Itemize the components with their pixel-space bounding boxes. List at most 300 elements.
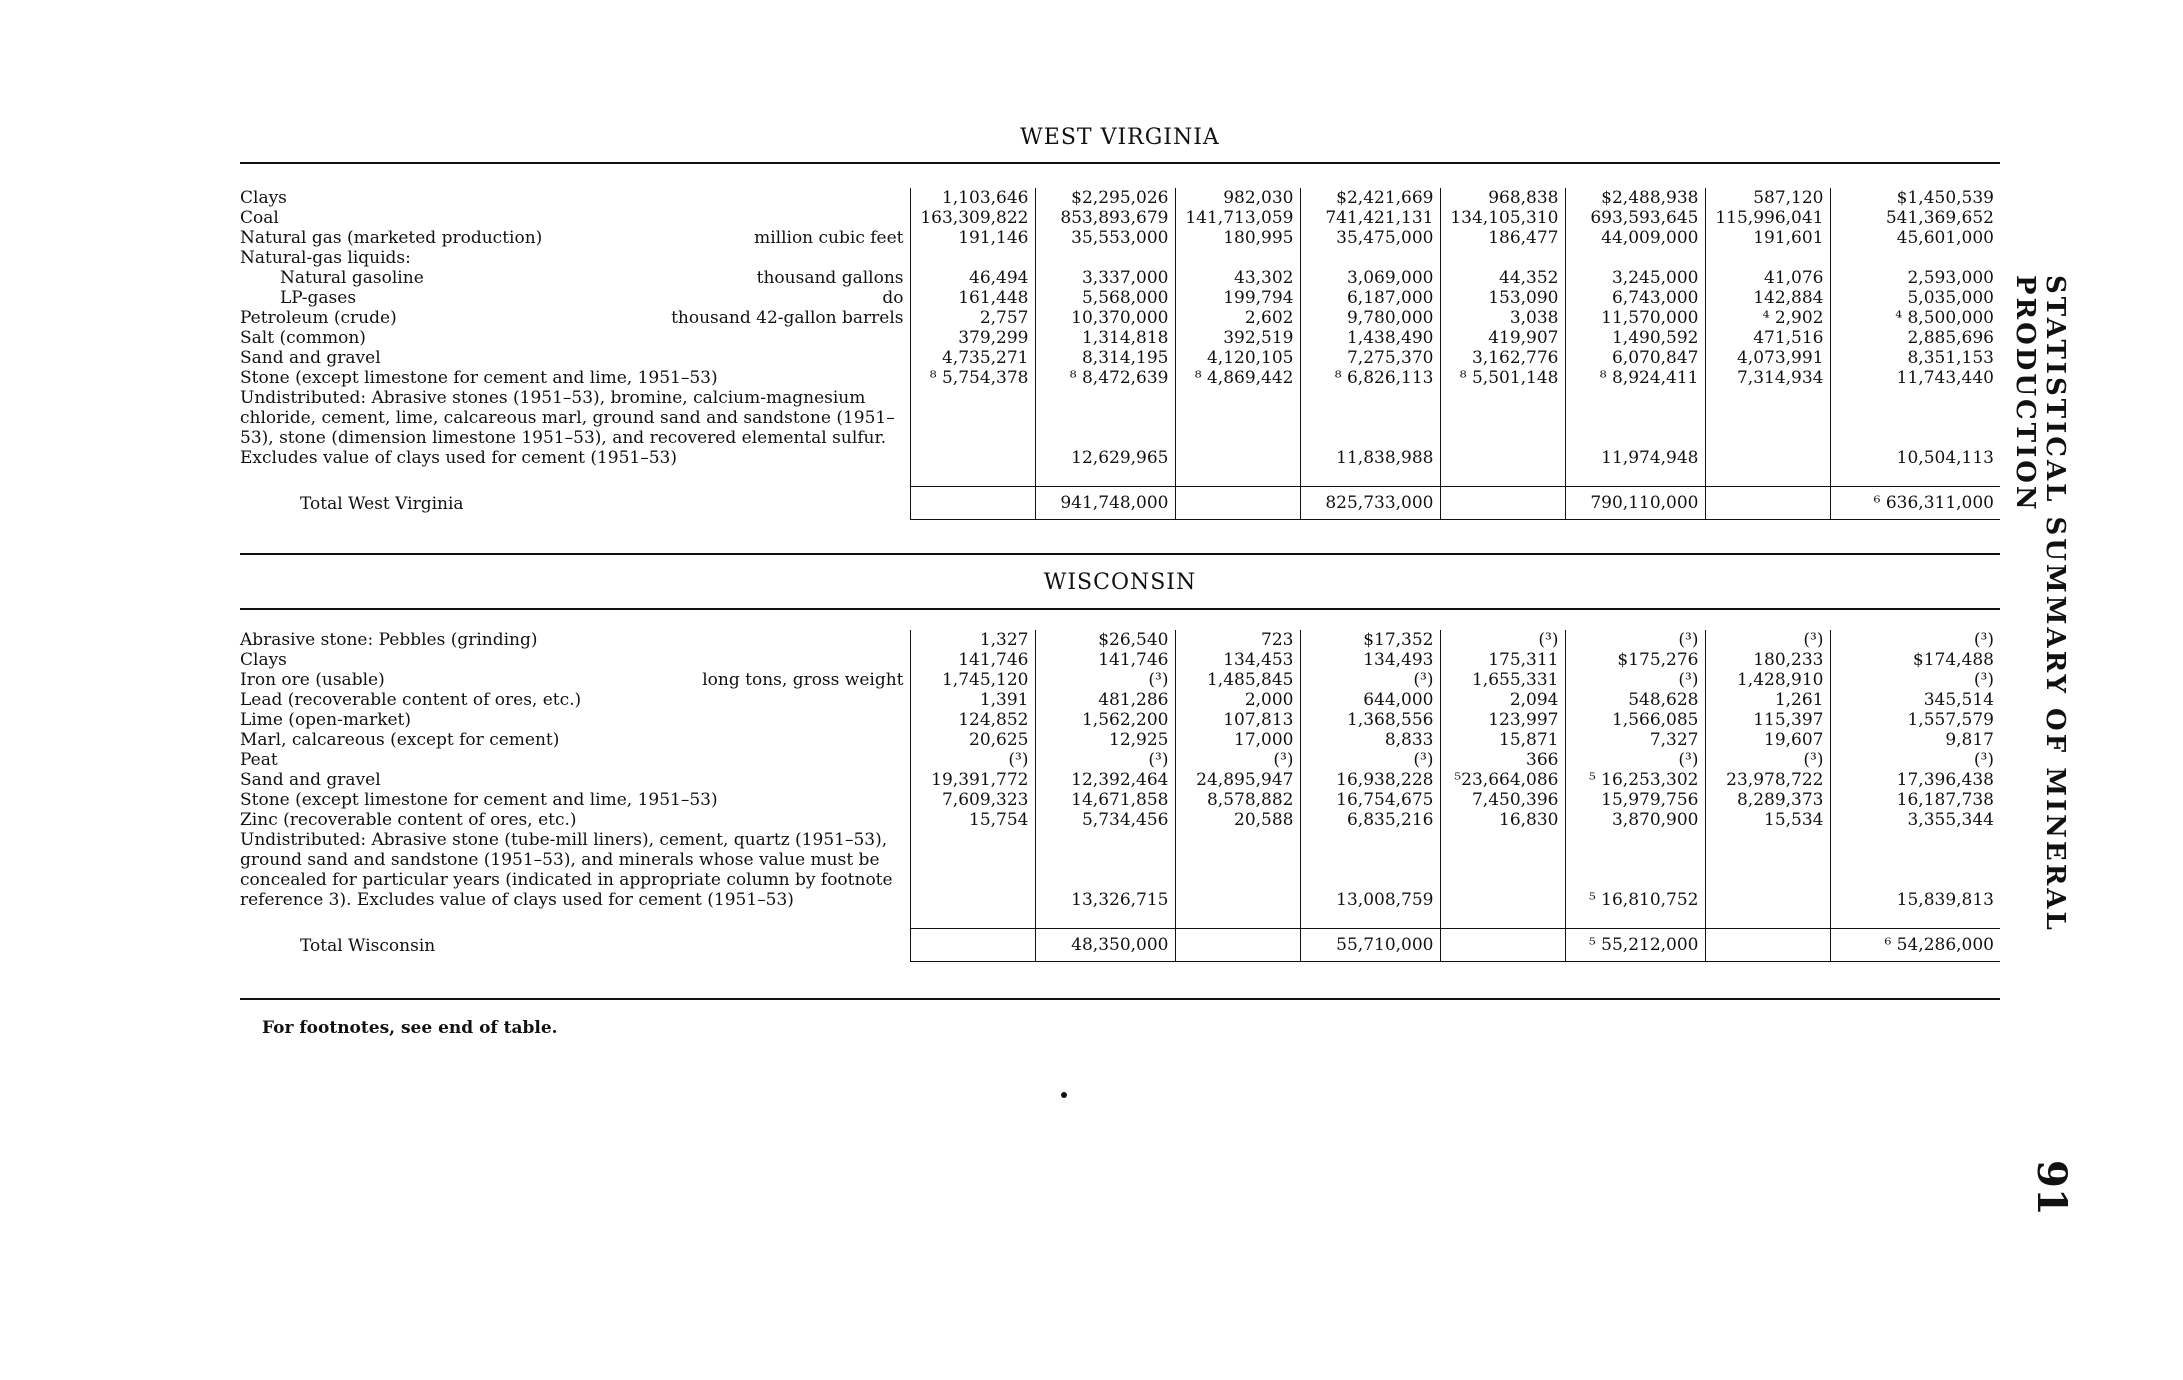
spacer-cell — [1565, 468, 1705, 487]
table-row — [240, 308, 2000, 328]
row-label-text: Stone (except limestone for cement and lime, 1951–53) — [240, 368, 718, 388]
value-cell: 3,162,776 — [1440, 348, 1565, 368]
row-label-text: Lime (open-market) — [240, 710, 412, 730]
value-cell: 541,369,652 — [1830, 208, 2000, 228]
table-bottom-rule — [240, 998, 2000, 1000]
table-row — [240, 730, 2000, 750]
value-cell: 723 — [1175, 630, 1300, 650]
value-cell: 2,885,696 — [1830, 328, 2000, 348]
table-row — [240, 770, 2000, 790]
row-label — [240, 268, 910, 288]
value-cell: (³) — [1705, 630, 1830, 650]
row-label — [240, 750, 910, 770]
value-cell: 46,494 — [910, 268, 1035, 288]
value-cell: 107,813 — [1175, 710, 1300, 730]
wisconsin-top-rule — [240, 608, 2000, 610]
total-value-cell — [1175, 929, 1300, 962]
running-head: STATISTICAL SUMMARY OF MINERAL PRODUCTION — [2010, 275, 2070, 933]
value-cell: ⁵ 16,253,302 — [1565, 770, 1705, 790]
value-cell: (³) — [1035, 750, 1175, 770]
value-cell: $174,488 — [1830, 650, 2000, 670]
row-label — [240, 208, 910, 228]
spacer-cell — [1300, 910, 1440, 929]
value-cell: (³) — [1300, 750, 1440, 770]
value-cell: (³) — [1440, 630, 1565, 650]
row-unit: thousand 42-gallon barrels — [671, 308, 904, 328]
value-cell — [910, 388, 1035, 468]
row-label-text: Natural gasoline — [280, 268, 424, 288]
row-label — [240, 368, 910, 388]
value-cell: 153,090 — [1440, 288, 1565, 308]
value-cell — [1705, 388, 1830, 468]
row-label — [240, 810, 910, 830]
value-cell: 4,735,271 — [910, 348, 1035, 368]
value-cell: 1,490,592 — [1565, 328, 1705, 348]
value-cell: 1,438,490 — [1300, 328, 1440, 348]
value-cell: 379,299 — [910, 328, 1035, 348]
value-cell: ⁸ 4,869,442 — [1175, 368, 1300, 388]
value-cell: 15,979,756 — [1565, 790, 1705, 810]
value-cell: 199,794 — [1175, 288, 1300, 308]
value-cell: 8,578,882 — [1175, 790, 1300, 810]
value-cell: 15,871 — [1440, 730, 1565, 750]
value-cell: 11,974,948 — [1565, 388, 1705, 468]
value-cell: (³) — [1830, 670, 2000, 690]
value-cell: ⁴ 2,902 — [1705, 308, 1830, 328]
total-value-cell — [910, 929, 1035, 962]
row-label-text: Marl, calcareous (except for cement) — [240, 730, 560, 750]
value-cell: (³) — [1705, 750, 1830, 770]
row-label-text: Undistributed: Abrasive stones (1951–53), bromine, calcium-magnesium chloride, cement, lime, calcareous marl, ground sand and sandstone (1951–53), stone (dimension limestone 1951–53), and recovered elemental sulfur. Excludes value of clays used for cement (1951–53) — [240, 388, 895, 468]
value-cell: 186,477 — [1440, 228, 1565, 248]
value-cell: 141,746 — [910, 650, 1035, 670]
section-title-wisconsin: WISCONSIN — [1043, 570, 1197, 595]
spacer-row — [240, 910, 2000, 929]
value-cell: $1,450,539 — [1830, 188, 2000, 208]
value-cell: 644,000 — [1300, 690, 1440, 710]
value-cell: 134,105,310 — [1440, 208, 1565, 228]
value-cell: 141,713,059 — [1175, 208, 1300, 228]
spacer-cell — [1175, 468, 1300, 487]
row-label — [240, 248, 910, 268]
footnote-text: For footnotes, see end of table. — [262, 1018, 558, 1038]
value-cell: 19,391,772 — [910, 770, 1035, 790]
table-row — [240, 810, 2000, 830]
value-cell: 134,493 — [1300, 650, 1440, 670]
value-cell: 6,070,847 — [1565, 348, 1705, 368]
row-label-text: Sand and gravel — [240, 348, 381, 368]
value-cell: 10,370,000 — [1035, 308, 1175, 328]
value-cell: 3,337,000 — [1035, 268, 1175, 288]
value-cell: 345,514 — [1830, 690, 2000, 710]
value-cell: 44,352 — [1440, 268, 1565, 288]
row-label-text: Zinc (recoverable content of ores, etc.) — [240, 810, 577, 830]
value-cell: 1,745,120 — [910, 670, 1035, 690]
value-cell: 175,311 — [1440, 650, 1565, 670]
row-unit: million cubic feet — [754, 228, 904, 248]
value-cell: 1,557,579 — [1830, 710, 2000, 730]
spacer-cell — [1440, 910, 1565, 929]
value-cell: 19,607 — [1705, 730, 1830, 750]
value-cell: 16,187,738 — [1830, 790, 2000, 810]
value-cell: $2,488,938 — [1565, 188, 1705, 208]
spacer-cell — [1175, 910, 1300, 929]
value-cell: 115,996,041 — [1705, 208, 1830, 228]
value-cell: $175,276 — [1565, 650, 1705, 670]
value-cell: 134,453 — [1175, 650, 1300, 670]
value-cell: ⁸ 5,754,378 — [910, 368, 1035, 388]
total-value-cell — [1705, 929, 1830, 962]
value-cell: 1,485,845 — [1175, 670, 1300, 690]
value-cell: 3,245,000 — [1565, 268, 1705, 288]
value-cell: 3,038 — [1440, 308, 1565, 328]
row-label-text: Petroleum (crude) — [240, 308, 397, 328]
value-cell: ⁴ 8,500,000 — [1830, 308, 2000, 328]
value-cell — [1440, 830, 1565, 910]
value-cell: ⁸ 6,826,113 — [1300, 368, 1440, 388]
spacer-cell — [1440, 468, 1565, 487]
value-cell: 15,534 — [1705, 810, 1830, 830]
value-cell — [1565, 248, 1705, 268]
value-cell: 10,504,113 — [1830, 388, 2000, 468]
table-row — [240, 388, 2000, 468]
table-row — [240, 288, 2000, 308]
value-cell: 163,309,822 — [910, 208, 1035, 228]
table-top-rule — [240, 162, 2000, 164]
value-cell: ⁵23,664,086 — [1440, 770, 1565, 790]
row-label-text: Salt (common) — [240, 328, 366, 348]
value-cell: 1,391 — [910, 690, 1035, 710]
wisconsin-table — [240, 630, 2000, 962]
value-cell: 481,286 — [1035, 690, 1175, 710]
value-cell: 2,602 — [1175, 308, 1300, 328]
value-cell: 35,475,000 — [1300, 228, 1440, 248]
total-label: Total West Virginia — [300, 493, 464, 514]
value-cell — [1440, 248, 1565, 268]
total-label: Total Wisconsin — [300, 935, 436, 956]
value-cell: 191,146 — [910, 228, 1035, 248]
row-label-text: Clays — [240, 650, 287, 670]
table-row — [240, 368, 2000, 388]
spacer-cell — [1565, 910, 1705, 929]
value-cell: (³) — [1300, 670, 1440, 690]
value-cell: $26,540 — [1035, 630, 1175, 650]
spacer-cell — [910, 468, 1035, 487]
value-cell: 8,833 — [1300, 730, 1440, 750]
row-label-text: Coal — [240, 208, 279, 228]
spacer-cell — [1830, 910, 2000, 929]
row-label-text: Undistributed: Abrasive stone (tube-mill liners), cement, quartz (1951–53), ground sand and sandstone (1951–53), and minerals whose value must be concealed for particular years (indicated in appropriate column by footnote reference 3). Excludes value of clays used for cement (1951–53) — [240, 830, 893, 910]
value-cell: ⁵ 16,810,752 — [1565, 830, 1705, 910]
table-row — [240, 328, 2000, 348]
row-label-text: Natural-gas liquids: — [240, 248, 411, 268]
spacer-cell — [1705, 910, 1830, 929]
total-value-cell: 941,748,000 — [1035, 487, 1175, 520]
value-cell: 12,629,965 — [1035, 388, 1175, 468]
row-label — [240, 710, 910, 730]
row-label-text: LP-gases — [280, 288, 357, 308]
value-cell: 12,392,464 — [1035, 770, 1175, 790]
value-cell: 1,655,331 — [1440, 670, 1565, 690]
wisconsin-rows — [240, 630, 2000, 962]
row-label — [240, 308, 910, 328]
value-cell: ⁸ 5,501,148 — [1440, 368, 1565, 388]
value-cell: 968,838 — [1440, 188, 1565, 208]
table-row — [240, 208, 2000, 228]
spacer-cell — [910, 910, 1035, 929]
table-row — [240, 268, 2000, 288]
value-cell: 180,995 — [1175, 228, 1300, 248]
value-cell: 11,743,440 — [1830, 368, 2000, 388]
row-unit: do — [882, 288, 904, 308]
row-label-text: Stone (except limestone for cement and lime, 1951–53) — [240, 790, 718, 810]
value-cell: 45,601,000 — [1830, 228, 2000, 248]
table-row — [240, 710, 2000, 730]
row-unit: thousand gallons — [756, 268, 904, 288]
total-row — [240, 929, 2000, 962]
value-cell — [910, 248, 1035, 268]
value-cell — [1705, 830, 1830, 910]
total-value-cell: 825,733,000 — [1300, 487, 1440, 520]
print-speck — [1061, 1092, 1067, 1098]
value-cell — [1705, 248, 1830, 268]
row-label — [240, 348, 910, 368]
value-cell: 161,448 — [910, 288, 1035, 308]
value-cell: (³) — [1565, 670, 1705, 690]
value-cell: 2,000 — [1175, 690, 1300, 710]
value-cell: 5,568,000 — [1035, 288, 1175, 308]
row-label — [240, 790, 910, 810]
row-label-text: Abrasive stone: Pebbles (grinding) — [240, 630, 538, 650]
row-label — [240, 730, 910, 750]
value-cell: 9,817 — [1830, 730, 2000, 750]
value-cell — [1175, 830, 1300, 910]
row-label-text: Clays — [240, 188, 287, 208]
value-cell: 8,314,195 — [1035, 348, 1175, 368]
value-cell: 6,835,216 — [1300, 810, 1440, 830]
value-cell: (³) — [1830, 750, 2000, 770]
value-cell: 1,566,085 — [1565, 710, 1705, 730]
value-cell: 20,588 — [1175, 810, 1300, 830]
row-label — [240, 770, 910, 790]
value-cell: 9,780,000 — [1300, 308, 1440, 328]
table-row — [240, 188, 2000, 208]
row-label — [240, 630, 910, 650]
total-row — [240, 487, 2000, 520]
row-label — [240, 690, 910, 710]
table-row — [240, 630, 2000, 650]
spacer-cell — [1705, 468, 1830, 487]
row-label-text: Sand and gravel — [240, 770, 381, 790]
value-cell — [1440, 388, 1565, 468]
value-cell: 15,754 — [910, 810, 1035, 830]
value-cell: ⁸ 8,472,639 — [1035, 368, 1175, 388]
value-cell: 17,000 — [1175, 730, 1300, 750]
value-cell: 141,746 — [1035, 650, 1175, 670]
value-cell: ⁸ 8,924,411 — [1565, 368, 1705, 388]
value-cell: 2,094 — [1440, 690, 1565, 710]
value-cell: 7,609,323 — [910, 790, 1035, 810]
value-cell: (³) — [1175, 750, 1300, 770]
table-row — [240, 690, 2000, 710]
value-cell: (³) — [910, 750, 1035, 770]
value-cell: 8,351,153 — [1830, 348, 2000, 368]
value-cell: 41,076 — [1705, 268, 1830, 288]
value-cell: 587,120 — [1705, 188, 1830, 208]
table-row — [240, 650, 2000, 670]
total-value-cell: ⁶ 54,286,000 — [1830, 929, 2000, 962]
value-cell: 4,073,991 — [1705, 348, 1830, 368]
value-cell: 1,314,818 — [1035, 328, 1175, 348]
row-label-text: Iron ore (usable) — [240, 670, 385, 690]
value-cell: 1,327 — [910, 630, 1035, 650]
value-cell — [1035, 248, 1175, 268]
spacer-cell — [1035, 910, 1175, 929]
value-cell: (³) — [1035, 670, 1175, 690]
value-cell: 23,978,722 — [1705, 770, 1830, 790]
value-cell: $2,295,026 — [1035, 188, 1175, 208]
value-cell: 3,355,344 — [1830, 810, 2000, 830]
value-cell: 24,895,947 — [1175, 770, 1300, 790]
value-cell: 191,601 — [1705, 228, 1830, 248]
value-cell: 548,628 — [1565, 690, 1705, 710]
total-value-cell — [1440, 487, 1565, 520]
row-label — [240, 188, 910, 208]
row-label-text: Natural gas (marketed production) — [240, 228, 543, 248]
value-cell: 43,302 — [1175, 268, 1300, 288]
table-row — [240, 248, 2000, 268]
value-cell: 7,327 — [1565, 730, 1705, 750]
value-cell: 17,396,438 — [1830, 770, 2000, 790]
value-cell: 180,233 — [1705, 650, 1830, 670]
value-cell: 115,397 — [1705, 710, 1830, 730]
section-divider-rule — [240, 553, 2000, 555]
value-cell: 16,830 — [1440, 810, 1565, 830]
section-title-west-virginia: WEST VIRGINIA — [1020, 125, 1220, 150]
value-cell: 4,120,105 — [1175, 348, 1300, 368]
spacer-cell — [1035, 468, 1175, 487]
total-value-cell — [1175, 487, 1300, 520]
total-value-cell: ⁶ 636,311,000 — [1830, 487, 2000, 520]
total-value-cell: ⁵ 55,212,000 — [1565, 929, 1705, 962]
row-label — [240, 328, 910, 348]
west-virginia-rows — [240, 188, 2000, 520]
value-cell: 15,839,813 — [1830, 830, 2000, 910]
total-value-cell — [1705, 487, 1830, 520]
row-label-text: Lead (recoverable content of ores, etc.) — [240, 690, 582, 710]
value-cell — [1830, 248, 2000, 268]
value-cell: 419,907 — [1440, 328, 1565, 348]
value-cell: (³) — [1565, 750, 1705, 770]
value-cell: 471,516 — [1705, 328, 1830, 348]
value-cell: 20,625 — [910, 730, 1035, 750]
value-cell: 7,450,396 — [1440, 790, 1565, 810]
value-cell: 7,275,370 — [1300, 348, 1440, 368]
row-label — [240, 830, 910, 910]
value-cell: 1,562,200 — [1035, 710, 1175, 730]
value-cell: 13,326,715 — [1035, 830, 1175, 910]
value-cell: 2,757 — [910, 308, 1035, 328]
value-cell: 3,870,900 — [1565, 810, 1705, 830]
value-cell: 366 — [1440, 750, 1565, 770]
row-label — [240, 650, 910, 670]
value-cell: 7,314,934 — [1705, 368, 1830, 388]
row-label — [240, 228, 910, 248]
spacer-cell — [1830, 468, 2000, 487]
table-row — [240, 348, 2000, 368]
value-cell — [1300, 248, 1440, 268]
row-label — [240, 288, 910, 308]
value-cell: 13,008,759 — [1300, 830, 1440, 910]
value-cell: 1,428,910 — [1705, 670, 1830, 690]
value-cell: 123,997 — [1440, 710, 1565, 730]
value-cell: 982,030 — [1175, 188, 1300, 208]
total-value-cell: 55,710,000 — [1300, 929, 1440, 962]
value-cell: 5,734,456 — [1035, 810, 1175, 830]
value-cell: 44,009,000 — [1565, 228, 1705, 248]
value-cell: 142,884 — [1705, 288, 1830, 308]
value-cell: 124,852 — [910, 710, 1035, 730]
spacer-cell — [240, 910, 910, 929]
table-row — [240, 670, 2000, 690]
value-cell: 1,103,646 — [910, 188, 1035, 208]
value-cell: (³) — [1830, 630, 2000, 650]
value-cell: 8,289,373 — [1705, 790, 1830, 810]
value-cell: 1,368,556 — [1300, 710, 1440, 730]
spacer-row — [240, 468, 2000, 487]
value-cell: 16,754,675 — [1300, 790, 1440, 810]
total-value-cell: 48,350,000 — [1035, 929, 1175, 962]
value-cell: 11,838,988 — [1300, 388, 1440, 468]
table-row — [240, 228, 2000, 248]
value-cell: 11,570,000 — [1565, 308, 1705, 328]
total-value-cell — [910, 487, 1035, 520]
row-unit: long tons, gross weight — [702, 670, 904, 690]
total-value-cell — [1440, 929, 1565, 962]
value-cell: 1,261 — [1705, 690, 1830, 710]
row-label — [240, 670, 910, 690]
table-row — [240, 750, 2000, 770]
value-cell — [1175, 388, 1300, 468]
value-cell: (³) — [1565, 630, 1705, 650]
value-cell: 392,519 — [1175, 328, 1300, 348]
value-cell: 35,553,000 — [1035, 228, 1175, 248]
value-cell: 2,593,000 — [1830, 268, 2000, 288]
total-value-cell: 790,110,000 — [1565, 487, 1705, 520]
value-cell: 5,035,000 — [1830, 288, 2000, 308]
value-cell: 853,893,679 — [1035, 208, 1175, 228]
value-cell: 14,671,858 — [1035, 790, 1175, 810]
west-virginia-table — [240, 188, 2000, 520]
row-label — [240, 388, 910, 468]
value-cell — [1175, 248, 1300, 268]
table-row — [240, 790, 2000, 810]
value-cell — [910, 830, 1035, 910]
value-cell: 3,069,000 — [1300, 268, 1440, 288]
value-cell: 6,743,000 — [1565, 288, 1705, 308]
spacer-cell — [240, 468, 910, 487]
row-label-text: Peat — [240, 750, 278, 770]
spacer-cell — [1300, 468, 1440, 487]
value-cell: 12,925 — [1035, 730, 1175, 750]
value-cell: $17,352 — [1300, 630, 1440, 650]
value-cell: 6,187,000 — [1300, 288, 1440, 308]
value-cell: 741,421,131 — [1300, 208, 1440, 228]
table-row — [240, 830, 2000, 910]
value-cell: 16,938,228 — [1300, 770, 1440, 790]
value-cell: 693,593,645 — [1565, 208, 1705, 228]
page-number: 91 — [2028, 1160, 2075, 1216]
